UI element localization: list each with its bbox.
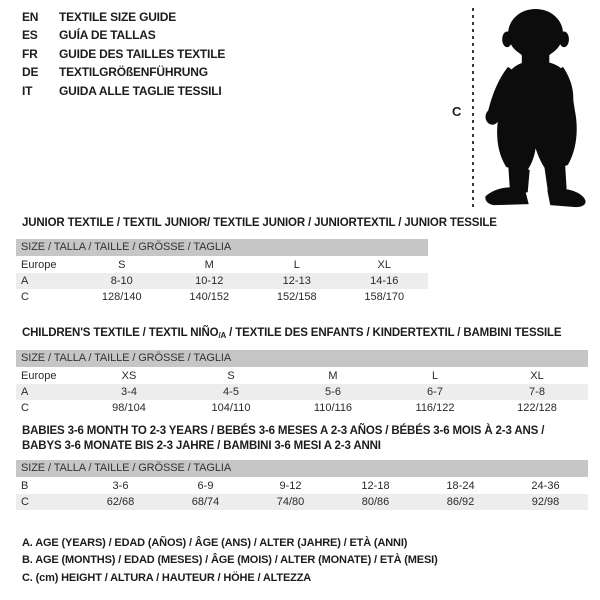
row-label: C [21,291,29,303]
language-code: ES [22,28,38,43]
height-cell: 86/92 [446,496,475,508]
age-cell: 12-18 [361,480,390,492]
language-title: TEXTILE SIZE GUIDE [59,10,177,24]
title-subscript: /A [218,331,227,340]
height-cell: 140/152 [189,291,230,303]
section-title-babies [22,424,587,453]
table-row-europe [16,368,588,384]
table-row-age-months [16,478,588,494]
language-code: FR [22,46,38,61]
legend-line-a: A. AGE (YEARS) / EDAD (AÑOS) / ÂGE (ANS) / ALTER (JAHRE) / ETÀ (ANNI) [22,537,408,549]
size-cell: L [293,259,300,271]
height-cell: 92/98 [531,496,560,508]
table-row-age [16,384,588,400]
age-cell: 24-36 [531,480,560,492]
size-header-bar: SIZE / TALLA / TAILLE / GRÖSSE / TAGLIA [16,239,428,256]
table-row-europe [16,257,428,273]
age-cell: 10-12 [195,275,224,287]
height-cell: 68/74 [191,496,220,508]
junior-size-table [16,239,428,305]
height-cell: 122/128 [517,402,557,414]
legend-line-c: C. (cm) HEIGHT / ALTURA / HAUTEUR / HÖHE / ALTEZZA [22,571,312,584]
language-row-fr [22,45,225,63]
section-title-junior: JUNIOR TEXTILE / TEXTIL JUNIOR/ TEXTILE JUNIOR / JUNIORTEXTIL / JUNIOR TESSILE [22,217,497,229]
height-cell: 104/110 [211,402,251,414]
height-measure-label: C [452,104,462,119]
row-label: Europe [21,370,57,382]
size-cell: XL [530,370,544,382]
section-junior [0,217,600,305]
table-row-height [16,289,428,305]
row-label: A [21,275,29,287]
row-label: B [21,480,29,492]
height-measure-line [472,8,474,210]
section-children [0,327,600,416]
table-row-height [16,400,588,416]
language-code: DE [22,65,39,80]
language-row-en [22,8,225,26]
height-cell: 74/80 [276,496,305,508]
title-part: CHILDREN'S TEXTILE / TEXTIL NIÑO [22,327,219,339]
size-cell: L [431,370,439,382]
title-line-2: BABYS 3-6 MONATE BIS 2-3 JAHRE / BAMBINI 3-6 MESI A 2-3 ANNI [22,439,381,452]
language-title: TEXTILGRÖßENFÜHRUNG [59,65,208,80]
height-cell: 128/140 [101,291,142,303]
age-cell: 9-12 [279,480,302,492]
size-cell: XL [377,259,391,271]
size-cell: XS [121,370,137,382]
language-code: EN [22,10,39,24]
title-part: / TEXTILE DES ENFANTS / KINDERTEXTIL / BAMBINI TESSILE [226,327,562,339]
age-cell: 3-6 [112,480,129,492]
children-size-table [16,350,588,416]
size-cell: S [118,259,126,271]
language-row-de [22,63,225,81]
table-row-age [16,273,428,289]
title-line-1: BABIES 3-6 MONTH TO 2-3 YEARS / BEBÉS 3-6 MESES A 2-3 AÑOS / BÉBÉS 3-6 MOIS À 2-3 ANS / [22,425,545,437]
height-cell: 80/86 [361,496,390,508]
age-cell: 5-6 [325,386,341,398]
age-cell: 7-8 [529,386,545,398]
language-row-it [22,82,225,100]
language-row-es [22,26,225,44]
row-label: C [21,496,29,508]
size-header-bar: SIZE / TALLA / TAILLE / GRÖSSE / TAGLIA [16,460,588,477]
height-cell: 110/116 [313,402,353,414]
section-babies [0,424,600,510]
language-title: GUIDE DES TAILLES TEXTILE [59,46,226,61]
language-title: GUIDA ALLE TAGLIE TESSILI [59,83,222,98]
age-cell: 3-4 [121,386,137,398]
language-title-list [22,8,225,100]
age-cell: 4-5 [223,386,239,398]
row-label: C [21,402,29,414]
height-cell: 158/170 [364,291,405,303]
age-cell: 18-24 [446,480,475,492]
legend-line-b: B. AGE (MONTHS) / EDAD (MESES) / ÂGE (MOIS) / ALTER (MONATE) / ETÀ (MESI) [22,554,438,567]
height-cell: 152/158 [276,291,317,303]
size-header-bar: SIZE / TALLA / TAILLE / GRÖSSE / TAGLIA [16,350,588,367]
table-row-height [16,494,588,510]
age-cell: 12-13 [282,275,311,287]
height-cell: 62/68 [106,496,135,508]
row-label: A [21,386,29,398]
measurement-legend [22,535,438,587]
height-cell: 98/104 [112,402,146,414]
size-cell: S [227,370,235,382]
age-cell: 8-10 [110,275,133,287]
size-cell: M [328,370,338,382]
baby-silhouette-icon [479,6,598,212]
age-cell: 6-7 [427,386,443,398]
language-code: IT [22,83,33,98]
age-cell: 6-9 [197,480,214,492]
size-cell: M [204,259,214,271]
section-title-children [22,327,600,340]
age-cell: 14-16 [370,275,399,287]
height-cell: 116/122 [415,402,455,414]
language-title: GUÍA DE TALLAS [59,28,156,43]
row-label: Europe [21,259,57,271]
babies-size-table [16,460,588,510]
